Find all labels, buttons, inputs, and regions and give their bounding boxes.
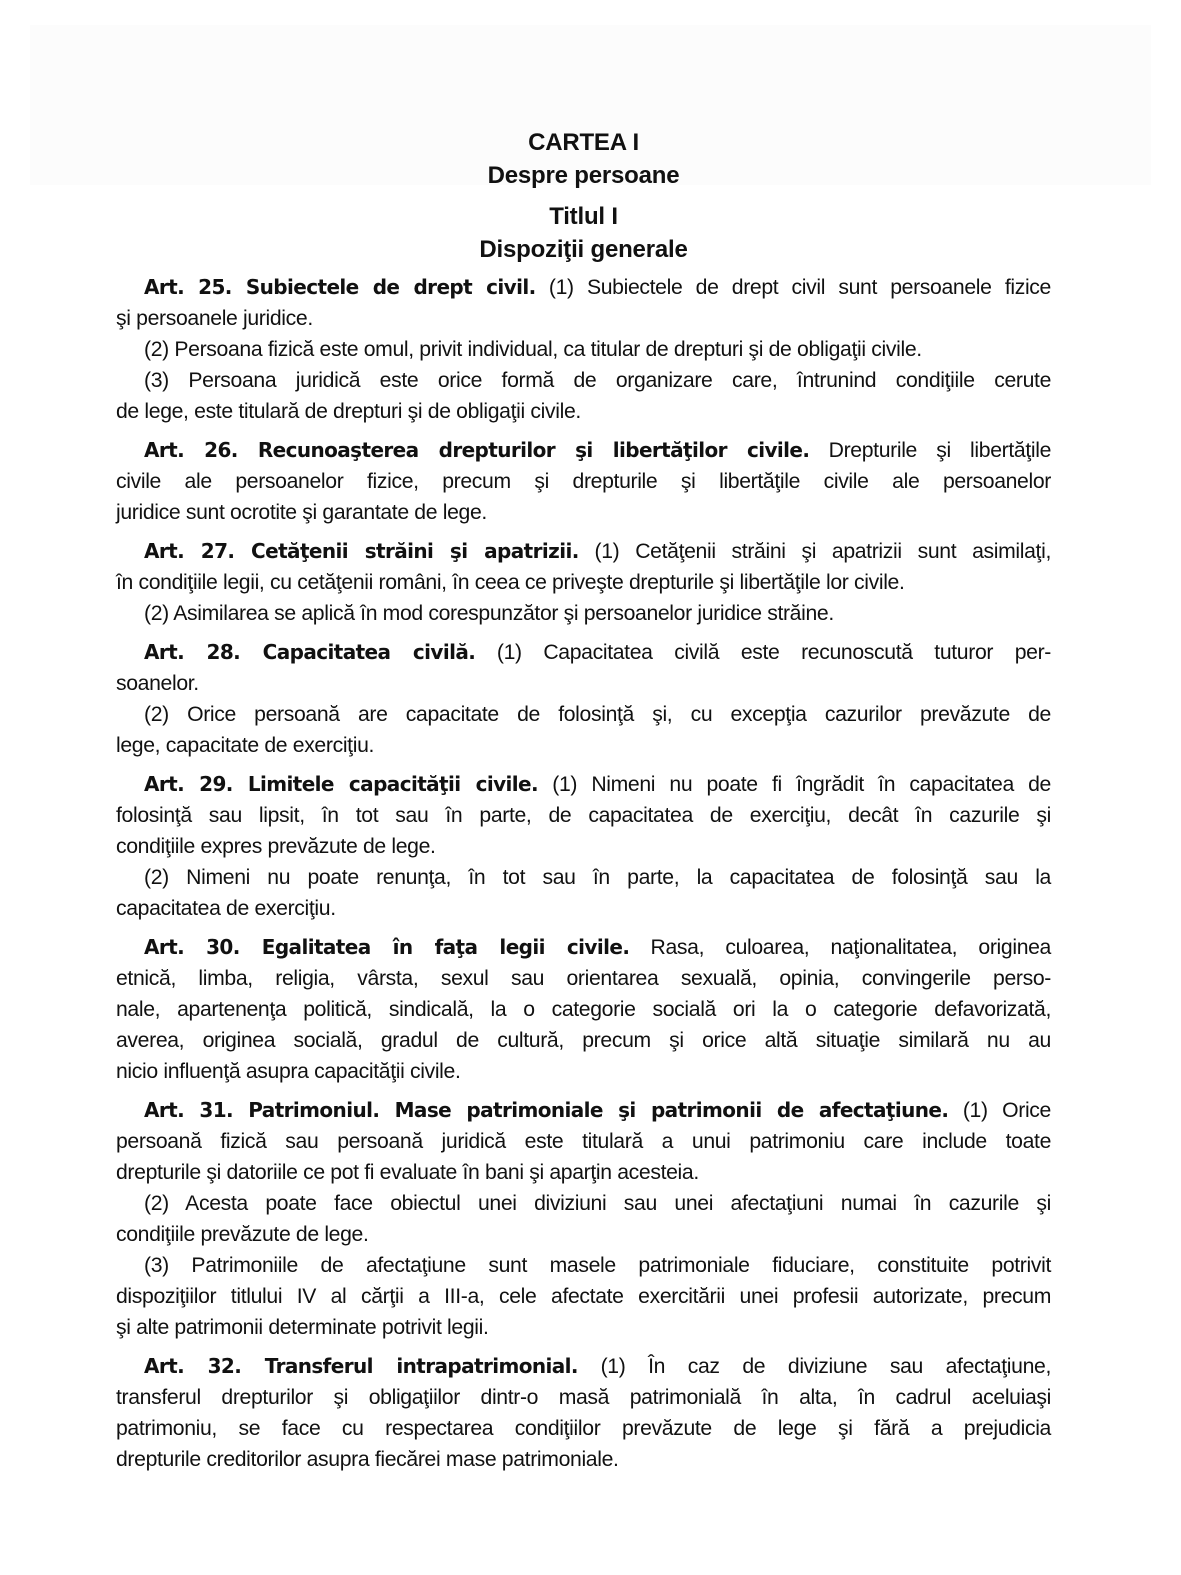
line-text: Rasa, culoarea, naţionalitatea, originea xyxy=(650,936,1051,959)
line-text: civile ale persoanelor fizice, precum şi drepturile şi libertăţile civile ale persoanelor xyxy=(116,470,1051,493)
line-text: condiţiile prevăzute de lege. xyxy=(116,1223,369,1246)
article xyxy=(116,932,1051,1087)
line-text: (1) Orice xyxy=(962,1099,1051,1122)
line-text: (1) Subiectele de drept civil sunt persoanele fizice xyxy=(548,276,1051,299)
text-line xyxy=(116,1188,1051,1219)
text-line xyxy=(116,334,1051,365)
article-paragraph xyxy=(116,272,1051,334)
text-line xyxy=(116,1126,1051,1157)
article-paragraph xyxy=(116,365,1051,427)
line-text: (1) Nimeni nu poate fi îngrădit în capacitatea de xyxy=(552,773,1051,796)
article-heading: Art. 31. Patrimoniul. Mase patrimoniale şi patrimonii de afectaţiune. xyxy=(144,1098,949,1122)
book-heading: CARTEA I xyxy=(528,129,639,156)
article-heading: Art. 25. Subiectele de drept civil. xyxy=(144,275,536,299)
text-line xyxy=(116,466,1051,497)
text-line xyxy=(116,994,1051,1025)
line-text: drepturile creditorilor asupra fiecărei mase patrimoniale. xyxy=(116,1448,619,1471)
article-paragraph xyxy=(116,435,1051,528)
text-line xyxy=(116,1219,1051,1250)
article-heading: Art. 29. Limitele capacităţii civile. xyxy=(144,772,539,796)
line-text: (1) Capacitatea civilă este recunoscută tuturor per- xyxy=(496,641,1051,664)
article-paragraph xyxy=(116,536,1051,598)
line-text: Drepturile şi libertăţile xyxy=(828,439,1051,462)
article-paragraph xyxy=(116,1351,1051,1475)
text-line xyxy=(116,1382,1051,1413)
text-line xyxy=(116,567,1051,598)
title-heading: Titlul I xyxy=(549,203,618,230)
line-text: drepturile şi datoriile ce pot fi evaluate în bani şi aparţin acesteia. xyxy=(116,1161,699,1184)
line-text: de lege, este titulară de drepturi şi de obligaţii civile. xyxy=(116,400,581,423)
line-text: capacitatea de exerciţiu. xyxy=(116,897,336,920)
article xyxy=(116,1351,1051,1475)
text-line xyxy=(116,497,1051,528)
text-line xyxy=(116,1056,1051,1087)
text-line xyxy=(116,1095,1051,1126)
article-heading: Art. 30. Egalitatea în faţa legii civile. xyxy=(144,935,630,959)
article-paragraph xyxy=(116,932,1051,1087)
line-text: (1) În caz de diviziune sau afectaţiune, xyxy=(600,1355,1051,1378)
article-paragraph xyxy=(116,699,1051,761)
article-heading: Art. 26. Recunoaşterea drepturilor şi libertăţilor civile. xyxy=(144,438,810,462)
line-text: (3) Persoana juridică este orice formă de organizare care, întrunind condiţiile cerute xyxy=(144,369,1051,392)
article-paragraph xyxy=(116,637,1051,699)
line-text: (2) Nimeni nu poate renunţa, în tot sau în parte, la capacitatea de folosinţă sau la xyxy=(144,866,1051,889)
book-subtitle: Despre persoane xyxy=(487,162,680,189)
text-line xyxy=(116,1413,1051,1444)
line-text: averea, originea socială, gradul de cultură, precum şi orice altă situaţie similară nu au xyxy=(116,1029,1051,1052)
text-line xyxy=(116,769,1051,800)
text-line xyxy=(116,1250,1051,1281)
text-line xyxy=(116,435,1051,466)
text-line xyxy=(116,365,1051,396)
text-line xyxy=(116,862,1051,893)
line-text: nale, apartenenţa politică, sindicală, la o categorie socială ori la o categorie defavorizată, xyxy=(116,998,1051,1021)
title-subtitle: Dispoziţii generale xyxy=(479,236,688,263)
text-line xyxy=(116,1281,1051,1312)
line-text: folosinţă sau lipsit, în tot sau în parte, de capacitatea de exerciţiu, decât în cazurile şi xyxy=(116,804,1051,827)
text-line xyxy=(116,831,1051,862)
article-heading: Art. 32. Transferul intrapatrimonial. xyxy=(144,1354,578,1378)
article-paragraph xyxy=(116,769,1051,862)
text-line xyxy=(116,536,1051,567)
line-text: dispoziţiilor titlului IV al cărţii a III-a, cele afectate exercitării unei profesii autorizate, precum xyxy=(116,1285,1051,1308)
line-text: patrimoniu, se face cu respectarea condiţiilor prevăzute de lege şi fără a prejudicia xyxy=(116,1417,1051,1440)
text-line xyxy=(116,963,1051,994)
line-text: etnică, limba, religia, vârsta, sexul sau orientarea sexuală, opinia, convingerile perso- xyxy=(116,967,1051,990)
line-text: (2) Persoana fizică este omul, privit individual, ca titular de drepturi şi de obligaţii civile. xyxy=(144,338,922,361)
line-text: (2) Orice persoană are capacitate de folosinţă şi, cu excepţia cazurilor prevăzute de xyxy=(144,703,1051,726)
article-heading: Art. 27. Cetăţenii străini şi apatrizii. xyxy=(144,539,579,563)
article-paragraph xyxy=(116,862,1051,924)
text-line xyxy=(116,1444,1051,1475)
text-line xyxy=(116,1157,1051,1188)
text-line xyxy=(116,272,1051,303)
text-line xyxy=(116,699,1051,730)
line-text: (1) Cetăţenii străini şi apatrizii sunt asimilaţi, xyxy=(594,540,1051,563)
text-line xyxy=(116,303,1051,334)
article xyxy=(116,637,1051,761)
line-text: şi persoanele juridice. xyxy=(116,307,313,330)
line-text: transferul drepturilor şi obligaţiilor dintr-o masă patrimonială în alta, în cadrul aceluiaşi xyxy=(116,1386,1051,1409)
article-heading: Art. 28. Capacitatea civilă. xyxy=(144,640,476,664)
text-line xyxy=(116,1312,1051,1343)
article xyxy=(116,1095,1051,1343)
line-text: nicio influenţă asupra capacităţii civile. xyxy=(116,1060,461,1083)
line-text: condiţiile expres prevăzute de lege. xyxy=(116,835,436,858)
article xyxy=(116,272,1051,427)
document-page xyxy=(116,0,1051,1475)
text-line xyxy=(116,932,1051,963)
article-paragraph xyxy=(116,1250,1051,1343)
line-text: persoană fizică sau persoană juridică este titulară a unui patrimoniu care include toate xyxy=(116,1130,1051,1153)
text-line xyxy=(116,730,1051,761)
line-text: juridice sunt ocrotite şi garantate de lege. xyxy=(116,501,487,524)
article xyxy=(116,435,1051,528)
article-paragraph xyxy=(116,334,1051,365)
article-paragraph xyxy=(116,1188,1051,1250)
line-text: în condiţiile legii, cu cetăţenii români, în ceea ce priveşte drepturile şi libertăţile lor civile. xyxy=(116,571,905,594)
text-line xyxy=(116,637,1051,668)
text-line xyxy=(116,668,1051,699)
article-paragraph xyxy=(116,1095,1051,1188)
text-line xyxy=(116,1351,1051,1382)
line-text: (2) Asimilarea se aplică în mod corespunzător şi persoanelor juridice străine. xyxy=(144,602,834,625)
line-text: şi alte patrimonii determinate potrivit legii. xyxy=(116,1316,489,1339)
text-line xyxy=(116,893,1051,924)
line-text: (3) Patrimoniile de afectaţiune sunt masele patrimoniale fiduciare, constituite potrivit xyxy=(144,1254,1051,1277)
text-line xyxy=(116,800,1051,831)
text-line xyxy=(116,598,1051,629)
article xyxy=(116,769,1051,924)
article-paragraph xyxy=(116,598,1051,629)
text-line xyxy=(116,1025,1051,1056)
text-line xyxy=(116,396,1051,427)
line-text: lege, capacitate de exerciţiu. xyxy=(116,734,375,757)
line-text: soanelor. xyxy=(116,672,199,695)
articles-list xyxy=(116,272,1051,1475)
article xyxy=(116,536,1051,629)
line-text: (2) Acesta poate face obiectul unei diviziuni sau unei afectaţiuni numai în cazurile şi xyxy=(144,1192,1051,1215)
